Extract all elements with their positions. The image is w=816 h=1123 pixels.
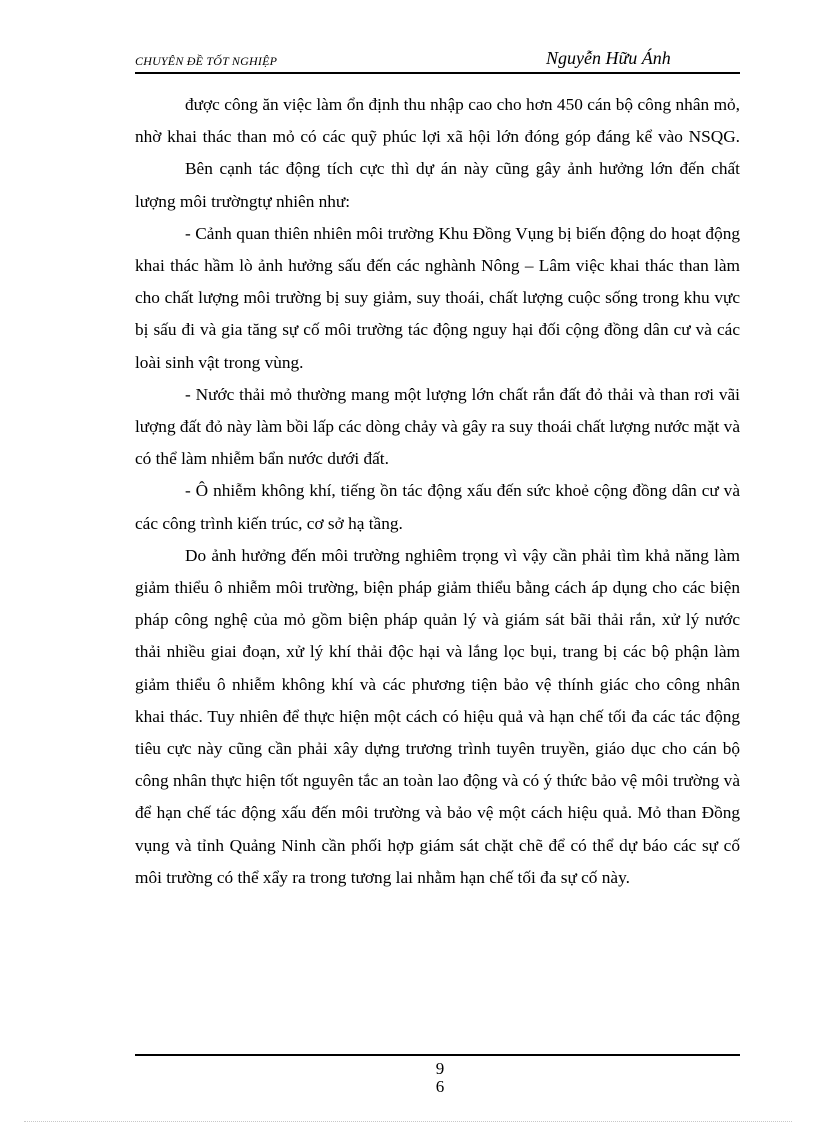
header-title: CHUYÊN ĐỀ TỐT NGHIỆP xyxy=(135,54,278,68)
paragraph-mitigation: Do ảnh hưởng đến môi trường nghiêm trọng vì vậy cần phải tìm khả năng làm giảm thiểu ô nhiễm môi trường, biện pháp giảm thiểu bằng cách áp dụng cho các biện pháp công nghệ của mỏ gồm biện pháp quản lý và giám sát bãi thải rắn, xử lý nước thải nhiều giai đoạn, xử lý khí thải độc hại và lắng lọc bụi, trang bị các bộ phận làm giảm thiểu ô nhiễm không khí và các phương tiện bảo vệ thính giác cho công nhân khai thác. Tuy nhiên để thực hiện một cách có hiệu quả và hạn chế tối đa các tác động tiêu cực này cũng cần phải xây dựng trương trình tuyên truyền, giáo dục cho cán bộ công nhân thực hiện tốt nguyên tắc an toàn lao động và có ý thức bảo vệ môi trường và để hạn chế tác động xấu đến môi trường và bảo vệ một cách hiệu quả. Mỏ than Đồng vụng và tỉnh Quảng Ninh cần phối hợp giám sát chặt chẽ để có thể dự báo các sự cố môi trường có thể xẩy ra trong tương lai nhằm hạn chế tối đa sự cố này. xyxy=(135,545,740,887)
paragraph-landscape: - Cảnh quan thiên nhiên môi trường Khu Đồng Vụng bị biến động do hoạt động khai thác hầm lò ảnh hưởng sấu đến các nghành Nông – Lâm việc khai thác than làm cho chất lượng môi trường bị suy giảm, suy thoái, chất lượng cuộc sống trong khu vực bị sấu đi và gia tăng sự cố môi trường tác động nguy hại đối cộng đồng dân cư và các loài sinh vật trong vùng. xyxy=(135,223,740,372)
document-body xyxy=(135,89,740,894)
paragraph-air-pollution: - Ô nhiễm không khí, tiếng ồn tác động xấu đến sức khoẻ cộng đồng dân cư và các công trình kiến trúc, cơ sở hạ tầng. xyxy=(135,481,740,533)
page-header xyxy=(135,48,740,72)
header-divider xyxy=(135,72,740,74)
paragraph-continuation: được công ăn việc làm ổn định thu nhập cao cho hơn 450 cán bộ công nhân mỏ, nhờ khai thác than mỏ có các quỹ phúc lợi xã hội lớn đóng góp đáng kể vào NSQG. xyxy=(135,95,740,147)
header-author: Nguyễn Hữu Ánh xyxy=(546,48,671,68)
paragraph-wastewater: - Nước thải mỏ thường mang một lượng lớn chất rắn đất đỏ thải và than rơi vãi lượng đất đỏ này làm bồi lấp các dòng chảy và gây ra suy thoái chất lượng nước mặt và có thể làm nhiễm bẩn nước dưới đất. xyxy=(135,384,740,469)
page-number-line1: 9 xyxy=(435,1059,445,1078)
footer-divider xyxy=(135,1054,740,1056)
paragraph-impact-intro: Bên cạnh tác động tích cực thì dự án này cũng gây ảnh hưởng lớn đến chất lượng môi trườngtự nhiên như: xyxy=(135,159,740,211)
page-number-line2: 6 xyxy=(435,1077,445,1096)
page-edge-divider xyxy=(24,1121,792,1122)
